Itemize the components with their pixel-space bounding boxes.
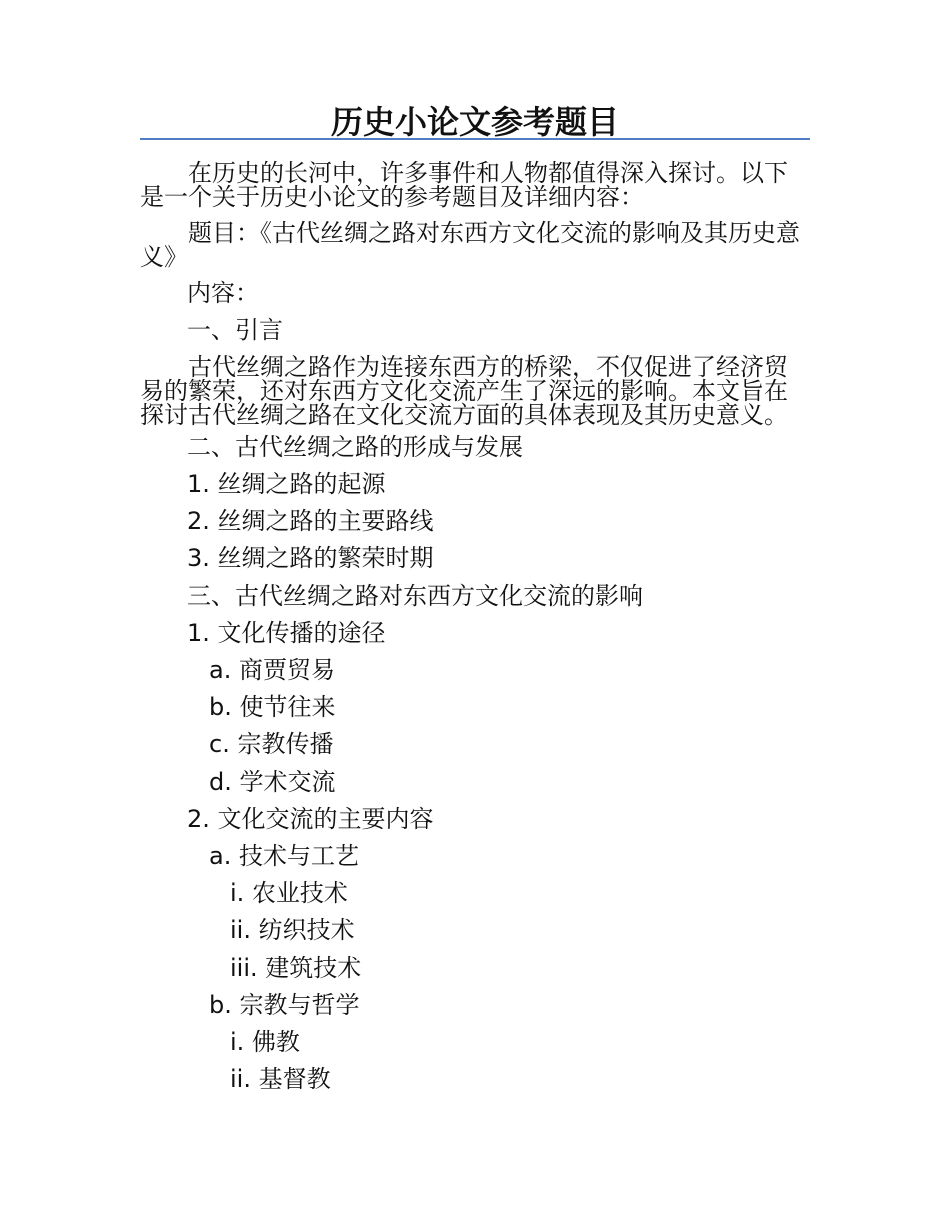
section-heading-influence: 三、古代丝绸之路对东西方文化交流的影响 [187,582,643,610]
topic-paragraph: 题目：《古代丝绸之路对东西方文化交流的影响及其历史意义》 [140,219,800,271]
list-item: d. 学术交流 [209,768,336,796]
list-item: iii. 建筑技术 [230,954,362,982]
list-item: a. 商贾贸易 [209,656,335,684]
content-label: 内容： [187,279,259,307]
list-item: b. 宗教与哲学 [209,991,360,1019]
title-underline [140,138,810,140]
list-item: 2. 文化交流的主要内容 [187,805,434,833]
list-item: i. 农业技术 [230,879,348,907]
list-item: ii. 纺织技术 [230,916,355,944]
list-item: i. 佛教 [230,1028,300,1056]
list-item: 1. 文化传播的途径 [187,619,386,647]
list-item: 1. 丝绸之路的起源 [187,470,386,498]
intro-paragraph: 在历史的长河中，许多事件和人物都值得深入探讨。以下是一个关于历史小论文的参考题目及详细内容： [140,159,788,211]
list-item: b. 使节往来 [209,693,336,721]
list-item: a. 技术与工艺 [209,842,359,870]
document-title: 历史小论文参考题目 [330,103,619,141]
introduction-paragraph: 古代丝绸之路作为连接东西方的桥梁，不仅促进了经济贸易的繁荣，还对东西方文化交流产生了深远的影响。本文旨在探讨古代丝绸之路在文化交流方面的具体表现及其历史意义。 [140,353,788,429]
list-item: 2. 丝绸之路的主要路线 [187,507,434,535]
section-heading-formation: 二、古代丝绸之路的形成与发展 [187,433,523,461]
list-item: c. 宗教传播 [209,730,334,758]
list-item: 3. 丝绸之路的繁荣时期 [187,544,434,572]
section-heading-introduction: 一、引言 [187,316,283,344]
list-item: ii. 基督教 [230,1065,331,1093]
